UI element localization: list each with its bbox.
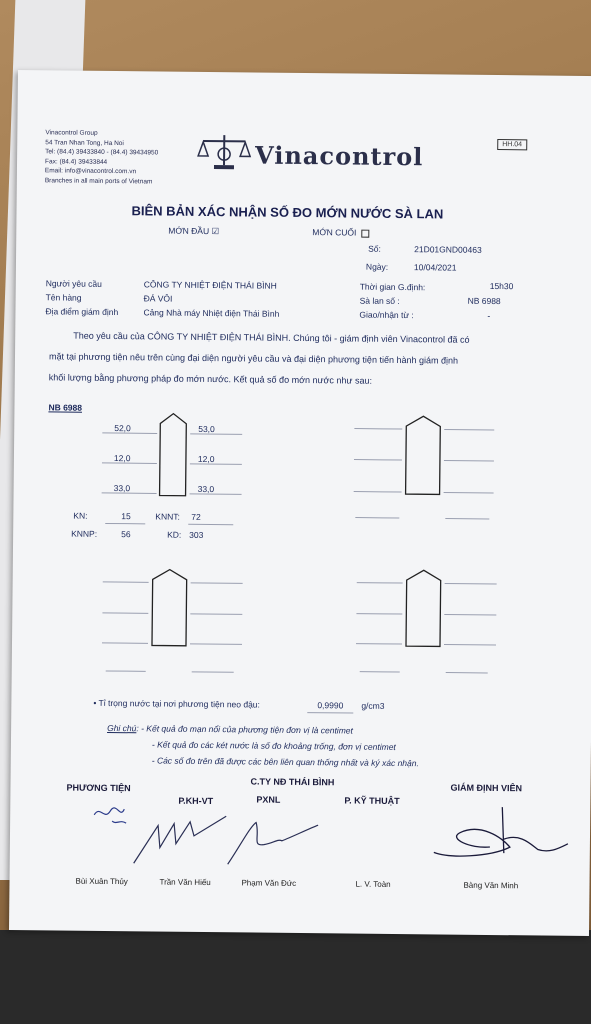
- handover-value: -: [487, 310, 491, 321]
- location-label: Địa điểm giám định: [45, 306, 119, 318]
- barge-draft-diagram-4: [356, 568, 507, 685]
- goods-label: Tên hàng: [45, 292, 82, 303]
- time-value: 15h30: [489, 280, 514, 292]
- barge-section-name: NB 6988: [48, 402, 83, 413]
- vinacontrol-logo-icon: [197, 132, 252, 178]
- kn-value: 15: [121, 511, 131, 522]
- notes-block: [107, 723, 353, 736]
- kn-label: KN:: [73, 510, 88, 521]
- knnt-underline: [188, 524, 233, 525]
- document-page: [9, 70, 591, 936]
- requester-value: CÔNG TY NHIỆT ĐIỆN THÁI BÌNH: [143, 279, 277, 291]
- knnt-label: KNNT:: [155, 511, 180, 522]
- time-label: Thời gian G.định:: [359, 281, 426, 293]
- draft-start-label: [168, 226, 219, 238]
- body-line: khối lượng bằng phương pháp đo mớn nước. Kết quả số đo mớn nước như sau:: [48, 372, 373, 386]
- notes-colon: :: [136, 723, 142, 734]
- bullet-icon: •: [93, 697, 97, 708]
- barge-draft-diagram-3: [102, 567, 253, 684]
- dept-plan: P.KH-VT: [178, 795, 214, 807]
- inspector-role: GIÁM ĐỊNH VIÊN: [450, 782, 523, 794]
- plan-signature: [130, 813, 231, 874]
- kd-label: KD:: [167, 529, 182, 540]
- kn-underline: [105, 523, 145, 524]
- company-line: Branches in all main ports of Vietnam: [44, 176, 153, 185]
- checked-box-icon: ☑: [211, 226, 220, 237]
- company-role: C.TY NĐ THÁI BÌNH: [250, 776, 335, 788]
- brand-name: Vinacontrol: [254, 140, 424, 172]
- number-value: 21D01GND00463: [414, 244, 482, 255]
- signer-name: Bùi Xuân Thủy: [75, 876, 128, 887]
- draft-left-aft: 33,0: [113, 483, 131, 494]
- number-label: Số:: [368, 243, 381, 254]
- note-item: - Các số đo trên đã được các bên liên quan thống nhất và ký xác nhận.: [151, 755, 419, 769]
- draft-left-fore: 52,0: [114, 423, 131, 434]
- inspector-signature: [430, 802, 571, 868]
- density-value: 0,9990: [317, 700, 344, 711]
- requester-label: Người yêu cầu: [45, 278, 102, 289]
- draft-right-fore: 53,0: [198, 423, 215, 435]
- density-unit: g/cm3: [361, 700, 385, 711]
- density-row: [93, 698, 260, 710]
- signer-name: L. V. Toàn: [355, 879, 391, 889]
- knnp-label: KNNP:: [71, 528, 98, 539]
- signer-name: Bàng Văn Minh: [463, 880, 519, 891]
- fuel-signature: [220, 816, 321, 872]
- dept-fuel: PXNL: [256, 794, 281, 805]
- draft-right-aft: 33,0: [197, 483, 215, 495]
- density-label: Tỉ trọng nước tại nơi phương tiện neo đậu:: [98, 697, 260, 710]
- kd-value: 303: [189, 529, 204, 540]
- body-line: Theo yêu cầu của CÔNG TY NHIỆT ĐIỆN THÁI BÌNH. Chúng tôi - giám định viên Vinacontrol đã có: [73, 330, 470, 345]
- notes-label: Ghi chú: [107, 722, 137, 734]
- location-value: Cảng Nhà máy Nhiệt điện Thái Bình: [143, 307, 280, 319]
- company-line: 54 Tran Nhan Tong, Ha Noi: [45, 138, 124, 147]
- table-edge-shadow: [0, 930, 591, 1024]
- company-line: Email: info@vinacontrol.com.vn: [44, 167, 137, 176]
- body-line: mặt tại phương tiện nêu trên cùng đại diện người yêu cầu và đại diện phương tiện tiến hành giám định: [48, 351, 459, 366]
- empty-checkbox-icon: [361, 229, 369, 237]
- goods-value: ĐÁ VÔI: [143, 293, 173, 304]
- barge-value: NB 6988: [467, 295, 501, 307]
- dept-tech: P. KỸ THUẬT: [344, 795, 400, 807]
- barge-draft-diagram-2: [353, 414, 504, 526]
- company-address-block: [45, 128, 159, 186]
- draft-end-text: MỚN CUỐI: [312, 227, 357, 238]
- form-code-box: HH.04: [497, 139, 527, 150]
- vessel-role: PHƯƠNG TIỆN: [66, 782, 131, 794]
- draft-end-label: [312, 227, 369, 238]
- barge-label: Sà lan số :: [359, 295, 400, 307]
- signer-name: Phạm Văn Đức: [241, 878, 297, 888]
- note-item: - Kết quả đo mạn nổi của phương tiện đơn vị là centimet: [141, 723, 353, 736]
- density-underline: [307, 712, 353, 713]
- date-value: 10/04/2021: [413, 262, 457, 273]
- draft-left-mid: 12,0: [113, 453, 131, 464]
- date-label: Ngày:: [365, 261, 389, 272]
- company-line: Tel: (84.4) 39433840 - (84.4) 39434950: [45, 148, 159, 157]
- knnp-value: 56: [121, 529, 131, 540]
- company-line: Vinacontrol Group: [45, 129, 98, 137]
- signer-name: Trần Văn Hiếu: [159, 877, 211, 888]
- document-title: BIÊN BẢN XÁC NHẬN SỐ ĐO MỚN NƯỚC SÀ LAN: [131, 203, 444, 222]
- draft-start-text: MỚN ĐẦU: [168, 225, 210, 237]
- knnt-value: 72: [191, 511, 201, 522]
- draft-right-mid: 12,0: [197, 453, 215, 465]
- note-item: - Kết quả đo các két nước là số đo khoảng trống, đơn vị centimet: [151, 739, 396, 752]
- handover-label: Giao/nhận từ :: [359, 309, 414, 321]
- company-line: Fax: (84.4) 39433844: [45, 157, 108, 166]
